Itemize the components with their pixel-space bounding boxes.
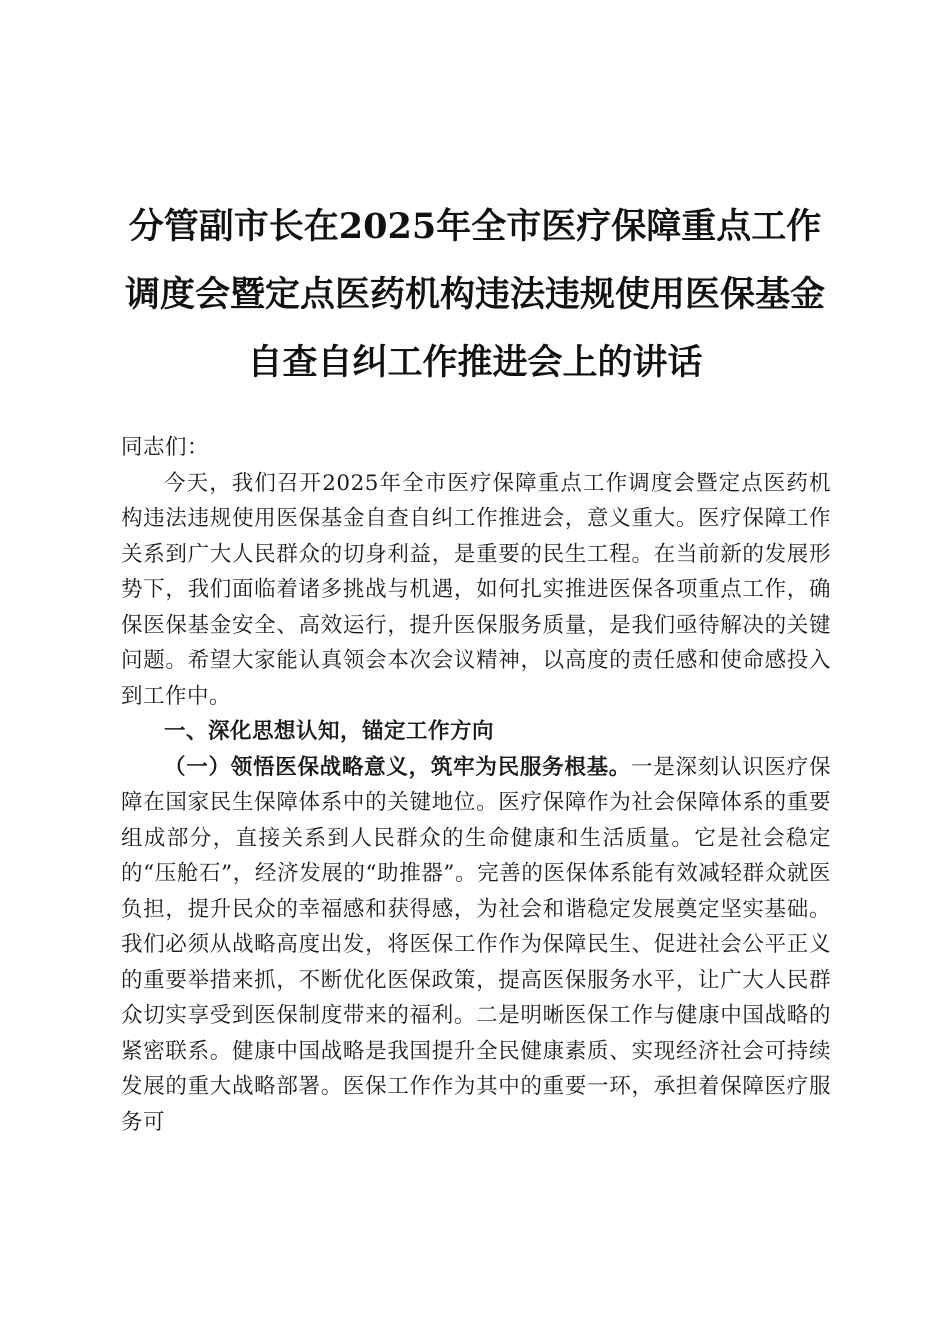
section-heading-1: 一、深化思想认知，锚定工作方向 [164,719,495,744]
subsection-paragraph-1 [121,750,831,1141]
page-title [110,193,840,397]
title-line-2: 调度会暨定点医药机构违法违规使用医保基金 [124,274,825,315]
document-body [121,430,831,1140]
intro-paragraph: 今天，我们召开2025年全市医疗保障重点工作调度会暨定点医药机构违法违规使用医保基金自查自纠工作推进会，意义重大。医疗保障工作关系到广大人民群众的切身利益，是重要的民生工程。在当前新的发展形势下，我们面临着诸多挑战与机遇，如何扎实推进医保各项重点工作，确保医保基金安全、高效运行，提升医保服务质量，是我们亟待解决的关键问题。希望大家能认真领会本次会议精神，以高度的责任感和使命感投入到工作中。 [121,470,831,709]
subsection-heading-1: （一）领悟医保战略意义，筑牢为民服务根基。 [164,754,632,780]
title-line-3: 自查自纠工作推进会上的讲话 [247,342,703,383]
title-line-1: 分管副市长在2025年全市医疗保障重点工作 [128,206,822,247]
subsection-body-1: 一是深刻认识医疗保障在国家民生保障体系中的关键地位。医疗保障作为社会保障体系的重要组成部分，直接关系到人民群众的生命健康和生活质量。它是社会稳定的“压舱石”，经济发展的“助推器”。完善的医保体系能有效减轻群众就医负担，提升民众的幸福感和获得感，为社会和谐稳定发展奠定坚实基础。我们必须从战略高度出发，将医保工作作为保障民生、促进社会公平正义的重要举措来抓，不断优化医保政策，提高医保服务水平，让广大人民群众切实享受到医保制度带来的福利。二是明晰医保工作与健康中国战略的紧密联系。健康中国战略是我国提升全民健康素质、实现经济社会可持续发展的重大战略部署。医保工作作为其中的重要一环，承担着保障医疗服务可 [121,754,831,1135]
salutation: 同志们： [121,435,210,460]
